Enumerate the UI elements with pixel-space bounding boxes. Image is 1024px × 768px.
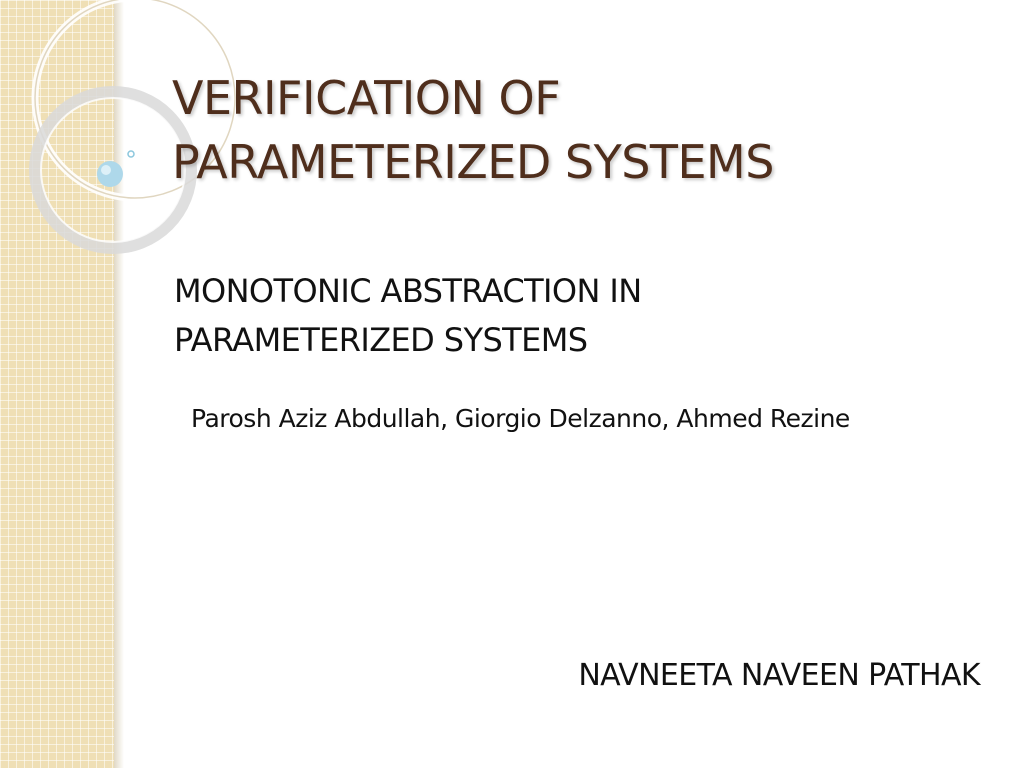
subtitle-line-2: PARAMETERIZED SYSTEMS [174, 321, 588, 359]
slide-title [172, 66, 992, 194]
title-line-1: VERIFICATION OF [172, 71, 561, 125]
authors-line: Parosh Aziz Abdullah, Giorgio Delzanno, Ahmed Rezine [191, 404, 850, 433]
small-dot-icon [128, 151, 134, 157]
bubble-dot-icon [97, 161, 123, 187]
subtitle-line-1: MONOTONIC ABSTRACTION IN [174, 272, 642, 310]
title-line-2: PARAMETERIZED SYSTEMS [172, 135, 774, 189]
presenter-name: NAVNEETA NAVEEN PATHAK [578, 658, 980, 693]
slide-subtitle [174, 267, 974, 365]
